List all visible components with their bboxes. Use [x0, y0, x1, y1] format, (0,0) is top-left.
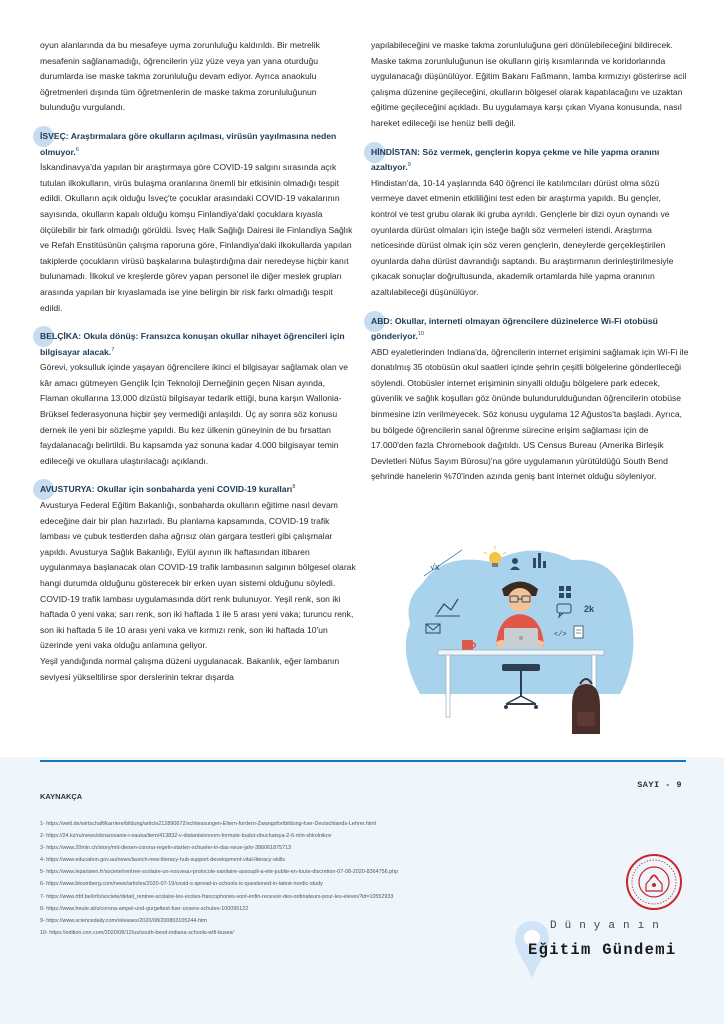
- section-body-hindistan: Hindistan'da, 10-14 yaşlarında 640 öğrenci ile katılımcıları dürüst olma sözü vermeye davet etmenin etkililiğini test eden bir araştırma yapıldı. Bu gençler, kontrol ve test grubu olarak iki gruba ayrıldı. Gençlerle bir dizi oyun oynandı ve oyunlarda dürüst olmaları için isteğe bağlı söz vermeleri istendi. Araştırma neticesinde dürüst olmak için söz veren gençlerin, deneylerde gerçekleştirilen oyunlarda daha dürüst davrandığı saptandı. Bu araştırmanın derinleştirilmesiyle çıkacak sonuçlar doğrultusunda, akademik ortamlarda hile yapma oranının azaltılabileceği düşünülüyor.: [371, 177, 674, 297]
- reference-item[interactable]: 5- https://www.leparisien.fr/societe/rentree-scolaire-un-nouveau-protocole-sanitaire-assoupli-a-ete-publie-en-toute-discretion-07-08-2020-8364756.php: [40, 869, 399, 876]
- intro-paragraph: oyun alanlarında da bu mesafeye uyma zorunluluğu kaldırıldı. Bir metrelik mesafenin sağlanamadığı, öğrencilerin yüz yüze veya yan yana oturduğu durumlarda ise maske takma zorunluluğu devam ediyor. Ayrıca anaokulu öğretmenleri dışında tüm öğretmenlerin de maske takma zorunluluğunun bulunduğu vurgulandı.: [40, 40, 320, 113]
- country-label: AVUSTURYA:: [40, 484, 95, 495]
- reference-item[interactable]: 2- https://24.kz/ru/news/obrazovanie-i-nauka/item/413832-v-distantsionnom-formate-budut-obuchatsya-2-6-mln-shkolnikov: [40, 833, 332, 840]
- footnote-ref: 7: [111, 346, 115, 353]
- reference-item[interactable]: 6- https://www.bloomberg.com/news/articles/2020-07-19/covid-s-spread-in-schools-is-questioned-in-latest-nordic-study: [40, 881, 323, 888]
- footnote-ref: 6: [75, 146, 79, 153]
- label-2k: 2k: [584, 604, 595, 614]
- footnote-ref: 10: [417, 331, 424, 338]
- section-body-abd: ABD eyaletlerinden Indiana'da, öğrencilerin internet erişimini sağlamak için Wi-Fi ile donatılmış 35 otobüsün okul saatleri içinde şehrin çeşitli bölgelerine gönderileceği söylendi. Otobüsler internet erişiminin sinyalli olduğu bölgelere park edecek, güvenlik ve sağlık koşulları göz önünde bulundurulduğundan öğrencilerin otobüse binmesine izin verilmeyecek. Söz konusu uygulama 12 Ağustos'ta başladı. Ayrıca, bu bölgede öğrencilerin sanal öğrenme sürecine erişim sağlaması için de 17.000'den fazla Chromebook dağıtıldı. US Census Bureau (Amerika Birleşik Devletleri Nüfus Sayım Bürosu)'na göre uygulamanın yürütüldüğü South Bend şehrinde hanelerin %70'inden azında geniş bant internet olduğu söyleniyor.: [371, 346, 689, 482]
- reference-item[interactable]: 10- https://edition.cnn.com/2020/08/12/us/south-bend-indiana-schools-wifi-buses/: [40, 929, 234, 936]
- brand-title-bottom: Eğitim Gündemi: [528, 941, 677, 959]
- section-body-avusturya-2: COVID-19 trafik lambası uygulamasında dört renk bulunuyor. Yeşil renk, son iki haftada 0 yeni vaka; sarı renk, son iki haftada 1 ile 5 arası yeni vaka; turuncu renk, son iki haftada 5 ile 10 arası yeni vaka ve kırmızı renk, son iki haftada 10'un üzerinde yeni vaka olduğu anlamına geliyor.: [40, 593, 354, 651]
- brand-title-top: Dünyanın: [550, 920, 667, 932]
- reference-item[interactable]: 4- https://www.education.gov.au/news/launch-new-literacy-hub-support-development-vital-literacy-skills: [40, 857, 285, 864]
- section-body-avusturya-1: Avusturya Federal Eğitim Bakanlığı, sonbaharda okulların eğitime nasıl devam edeceğine dair bir plan hazırladı. Bu planlama kapsamında, COVID-19 trafik lambası ve çubuk testlerden daha ağrısız olan gargara testleri gibi çalışmalar yapıldı. Avusturya Sağlık Bakanlığı, Eylül ayının ilk haftasından itibaren uygulanmaya başlanacak olan COVID-19 trafik lambasının salgının bölgesel olarak hangi durumda olduğunu gösterecek bir erken uyarı sistemi olduğunu söyledi.: [40, 500, 356, 588]
- references-list: [40, 818, 520, 939]
- avusturya-continued: yapılabileceğini ve maske takma zorunluluğuna geri dönülebileceğini bildirecek. Maske takma zorunluluğunun ise okulların giriş kısımlarında ve koridorlarında uygulanacağı düşünülüyor. Eğitim Bakanı Faßmann, lamba kırmızıyı gösterirse acil çalışma düzenine geçileceğini, okulların bölgesel olarak kapatılacağını ve uzaktan eğitime geçileceğini açıkladı. Bu uygulamaya karşı çıkan Viyana konusunda, nasıl hareket edileceği ise henüz belli değil.: [371, 40, 687, 128]
- section-abd: [371, 314, 689, 486]
- page-number-label: SAYI - 9: [637, 780, 682, 790]
- country-label: İSVEÇ:: [40, 130, 69, 141]
- right-column: [371, 38, 689, 485]
- heading-title: Okula dönüş: Fransızca konuşan okullar nihayet öğrencileri için bilgisayar alacak.: [40, 331, 345, 357]
- references-title: KAYNAKÇA: [40, 792, 83, 801]
- code-text: </>: [554, 631, 567, 639]
- section-isvec: [40, 129, 356, 316]
- footnote-ref: 8: [292, 484, 296, 491]
- section-belcika: [40, 329, 356, 469]
- reference-item[interactable]: 7- https://www.rtbf.be/info/societe/detail_rentree-scolaire-les-ecoles-francophones-vont-enfin-recevoir-des-ordinateurs-pour-les-eleves?id=10552933: [40, 893, 394, 900]
- footer-divider: [40, 760, 686, 762]
- section-body-belcika: Görevi, yoksulluk içinde yaşayan öğrencilere ikinci el bilgisayar sağlamak olan ve kâr amacı gütmeyen Gençlik İçin Teknoloji Derneğinin geçen Nisan ayında, Flaman okullarına 13.000 dizüstü bilgisayar tedarik ettiği, buna karşın Wallonia-Brüksel federasyonuna hiçbir şey vermediği anlaşıldı. Üç ay sonra söz konusu dernek ile yeni bir sözleşme yapıldı. Bu kez ülkenin güneyinin de bu fırsattan faydalanacağı belirtildi. Bu kapsamda yaz sonuna kadar 4.000 bilgisayar temin edileceği ve okullara ulaştırılacağı açıklandı.: [40, 362, 349, 466]
- country-label: HİNDİSTAN:: [371, 146, 421, 157]
- country-label: ABD:: [371, 315, 393, 326]
- reference-item[interactable]: 3- https://www.20min.ch/story/mit-diesen-corona-regeln-starten-schueler-in-das-neue-jahr-386061875713: [40, 845, 292, 852]
- reference-item[interactable]: 9- https://www.sciencedaily.com/releases/2020/08/200803105244.htm: [40, 917, 207, 924]
- document-icon: [574, 626, 583, 638]
- heading-title: Söz vermek, gençlerin kopya çekme ve hile yapma oranını azaltıyor.: [371, 146, 660, 173]
- heading-title: Araştırmalara göre okulların açılması, virüsün yayılmasına neden olmuyor.: [40, 130, 337, 157]
- left-column: [40, 38, 356, 685]
- formula-text: √x: [430, 562, 440, 572]
- country-label: BELÇİKA:: [40, 331, 82, 342]
- ministry-seal-logo: [625, 853, 683, 911]
- desk-top: [438, 650, 604, 655]
- desk-leg-left: [446, 655, 450, 717]
- section-body-avusturya-3: Yeşil yandığında normal çalışma düzeni uygulanacak. Bakanlık, eğer lambanın seviyesi yükseltilirse spor derslerinin tekrar dışarda: [40, 655, 340, 682]
- footnote-ref: 9: [407, 162, 411, 169]
- section-heading-avusturya: [40, 482, 356, 498]
- section-heading-belcika: [40, 329, 356, 360]
- section-heading-hindistan: [371, 145, 689, 176]
- reference-item[interactable]: 8- https://www.heute.at/s/corona-ampel-und-gurgeltest-fuer-unsere-schulen-100095122: [40, 905, 249, 912]
- section-heading-abd: [371, 314, 689, 345]
- reference-item[interactable]: 1- https://welt.de/wirtschaft/karriere/bildung/article212890672/schliessungen-Eltern-fordern-Zwangsfortbildung-fuer-Deutschlands-Lehrer.html: [40, 821, 376, 827]
- laptop-icon: [504, 628, 538, 648]
- heading-title: Okullar, interneti olmayan öğrencilere düzinelerce Wi-Fi otobüsü gönderiyor.: [371, 315, 658, 342]
- section-hindistan: [371, 145, 689, 301]
- section-heading-isvec: [40, 129, 356, 160]
- brand-logo: [512, 918, 692, 982]
- section-body-isvec: İskandinavya'da yapılan bir araştırmaya göre COVID-19 salgını sırasında açık tutulan ilkokulların, virüs bulaşma oranlarına önemli bir etkisinin olmadığı tespit edildi. Okulların açık olduğu İsveç'te çocuklar arasındaki COVID-19 vakalarının sayısında, okulların kapalı olduğu komşu Finlandiya'daki çocuklara kıyasla ölçülebilir bir fark olmadığı görüldü. İsveç Halk Sağlığı Dairesi ile Finlandiya Sağlık ve Refah Enstitüsünün çalışma raporuna göre, Finlandiya'daki ilkokullarda yapılan takiplerde çocukların virüsü başkalarına bulaştırdığına dair neredeyse hiçbir kanıt bulunamadı. İlkokul ve kreşlerde görev yapan personel ile diğer meslek grupları arasında yapılan bir kıyaslamada ise yine belirgin bir risk farkı olmadığı tespit edildi.: [40, 162, 353, 313]
- student-laptop-illustration: [402, 544, 638, 740]
- section-avusturya: [40, 482, 356, 685]
- heading-title: Okullar için sonbaharda yeni COVID-19 kuralları: [94, 484, 293, 495]
